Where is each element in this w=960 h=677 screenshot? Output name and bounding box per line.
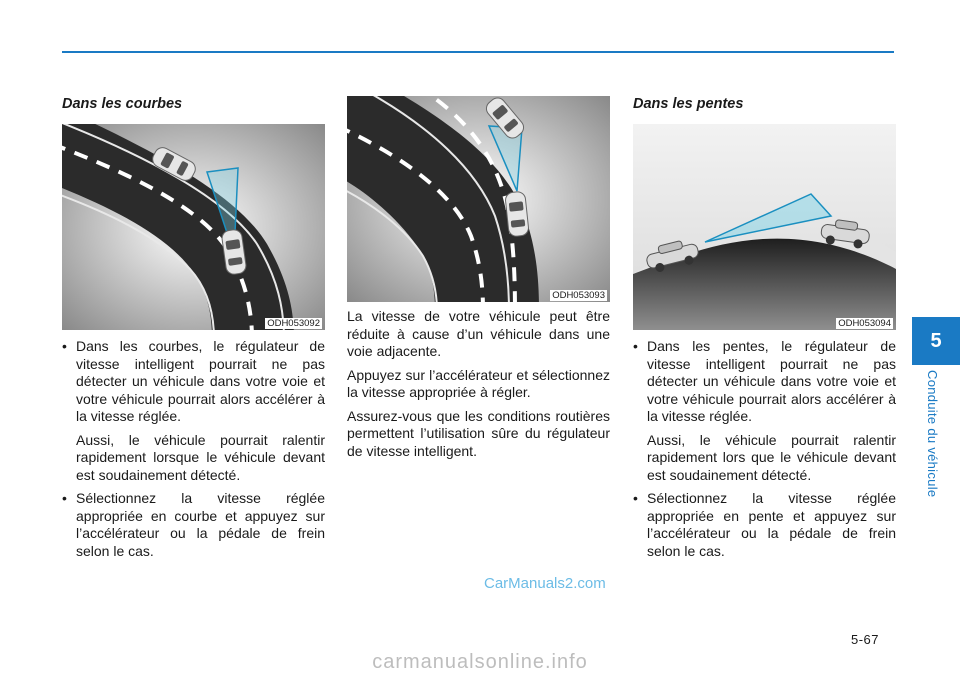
- section-heading-slopes: Dans les pentes: [633, 96, 744, 112]
- figure-code: ODH053094: [838, 318, 891, 329]
- column-slopes: [633, 96, 896, 566]
- bullet-followup: Aussi, le véhicule pourrait ralentir rapidement lors que le véhicule devant est soudainement détecté.: [647, 431, 896, 483]
- figure-code: ODH053092: [267, 318, 320, 329]
- bullet-dot: •: [62, 490, 67, 506]
- figure-adjacent-lane: [347, 96, 610, 302]
- list-item: [633, 490, 896, 560]
- column-adjacent-lane: [347, 96, 610, 466]
- bullet-dot: •: [633, 490, 638, 506]
- column-curves: [62, 96, 325, 566]
- own-car: [505, 191, 529, 237]
- curve-road-illustration: [62, 124, 325, 330]
- watermark-text: CarManuals2.com: [484, 575, 606, 592]
- section-heading-curves: Dans les courbes: [62, 96, 183, 112]
- page-number: 5-67: [851, 632, 880, 647]
- footer-site-text: carmanualsonline.info: [372, 651, 588, 673]
- list-item: [62, 338, 325, 484]
- bullet-text: Dans les courbes, le régulateur de vitesse intelligent pourrait ne pas détecter un véhicule dans votre voie et votre véhicule pourrait alors accélérer à la vitesse réglée.: [76, 338, 325, 424]
- paragraph: Assurez-vous que les conditions routières permettent l’utilisation sûre du régulateur de vitesse intelligent.: [347, 407, 610, 459]
- bullet-list-slopes: [633, 338, 896, 560]
- paragraph: La vitesse de votre véhicule peut être réduite à cause d’un véhicule dans une voie adjacente.: [347, 308, 610, 359]
- footer-strip: [0, 648, 960, 677]
- header-rule: [62, 51, 894, 53]
- bullet-followup: Aussi, le véhicule pourrait ralentir rapidement lorsque le véhicule devant est soudainement détecté.: [76, 431, 325, 483]
- adjacent-lane-illustration: [347, 96, 610, 302]
- bullet-list-curves: [62, 338, 325, 560]
- bullet-text: Sélectionnez la vitesse réglée appropriée en courbe et appuyez sur l’accélérateur ou la pédale de frein selon le cas.: [76, 490, 325, 559]
- figure-curves: [62, 124, 325, 330]
- slope-road-illustration: [633, 124, 896, 330]
- list-item: [633, 338, 896, 484]
- figure-code: ODH053093: [552, 290, 605, 301]
- bullet-dot: •: [62, 338, 67, 354]
- chapter-title: Conduite du véhicule: [925, 370, 940, 498]
- bullet-text: Dans les pentes, le régulateur de vitesse intelligent pourrait ne pas détecter un véhicule dans votre voie et votre véhicule pourrait alors accélérer à la vitesse réglée.: [647, 338, 896, 424]
- bullet-dot: •: [633, 338, 638, 354]
- paragraph: Appuyez sur l’accélérateur et sélectionnez la vitesse appropriée à régler.: [347, 366, 610, 400]
- list-item: [62, 490, 325, 560]
- figure-slopes: [633, 124, 896, 330]
- paragraphs-adjacent-lane: [347, 308, 610, 460]
- bullet-text: Sélectionnez la vitesse réglée appropriée en pente et appuyez sur l’accélérateur ou la pédale de frein selon le cas.: [647, 490, 896, 559]
- chapter-number-tab: 5: [912, 317, 960, 365]
